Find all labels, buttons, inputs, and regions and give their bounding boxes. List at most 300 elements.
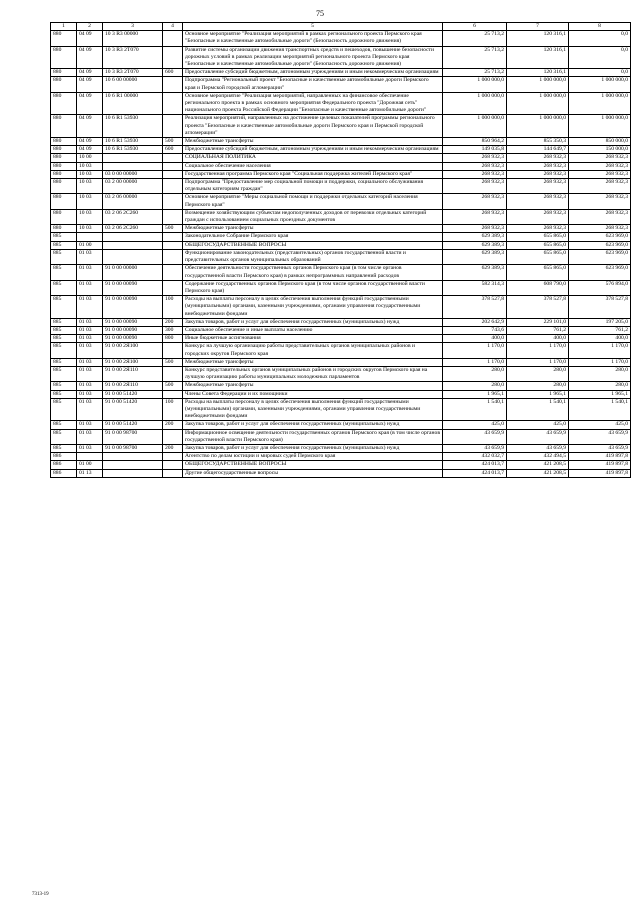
section-code-cell: 10 03	[77, 225, 103, 233]
amount-year-2-cell: 268 932,3	[507, 225, 569, 233]
amount-year-3-cell: 1 965,1	[569, 390, 631, 398]
description-cell: Закупка товаров, работ и услуг для обеспечения государственных (муниципальных) нужд	[183, 318, 443, 326]
target-article-code-cell: 91 0 00 00090	[103, 326, 163, 334]
amount-year-2-cell: 1 170,0	[507, 343, 569, 358]
amount-year-3-cell: 268 932,3	[569, 154, 631, 162]
expense-type-code-cell	[163, 390, 183, 398]
section-code-cell: 01 03	[77, 318, 103, 326]
section-code-cell: 01 03	[77, 444, 103, 452]
amount-year-2-cell: 120 316,1	[507, 31, 569, 46]
amount-year-1-cell: 25 713,2	[443, 31, 507, 46]
amount-year-1-cell: 25 713,2	[443, 69, 507, 77]
expense-type-code-cell	[163, 92, 183, 115]
expense-type-code-cell	[163, 46, 183, 69]
amount-year-3-cell: 0,0	[569, 69, 631, 77]
amount-year-1-cell: 629 389,3	[443, 241, 507, 249]
amount-year-3-cell: 1 170,0	[569, 343, 631, 358]
table-row	[51, 335, 631, 343]
column-header: 1	[51, 23, 77, 31]
description-cell: Возмещение хозяйствующим субъектам недополученных доходов от перевозки отдельных категорий граждан с использованием социальных проездных документов	[183, 209, 443, 224]
expense-type-code-cell: 100	[163, 398, 183, 421]
ministry-code-cell: 885	[51, 444, 77, 452]
amount-year-2-cell: 761,2	[507, 326, 569, 334]
amount-year-1-cell: 149 035,8	[443, 146, 507, 154]
table-row	[51, 115, 631, 138]
table-row	[51, 77, 631, 92]
table-row	[51, 138, 631, 146]
expense-type-code-cell	[163, 453, 183, 461]
description-cell: Подпрограмма "Предоставление мер социальной помощи и поддержки, социального обслуживания отдельным категориям граждан"	[183, 179, 443, 194]
section-code-cell: 01 03	[77, 265, 103, 280]
description-cell: Межбюджетные трансферты	[183, 358, 443, 366]
table-body	[51, 31, 631, 478]
description-cell: Функционирование законодательных (представительных) органов государственной власти и представительных органов муниципальных образований	[183, 249, 443, 264]
table-row	[51, 469, 631, 477]
description-cell: Социальное обеспечение населения	[183, 162, 443, 170]
amount-year-2-cell: 43 659,9	[507, 429, 569, 444]
amount-year-2-cell: 421 208,5	[507, 469, 569, 477]
amount-year-3-cell: 378 527,8	[569, 296, 631, 319]
amount-year-3-cell: 43 659,9	[569, 444, 631, 452]
table-row	[51, 265, 631, 280]
ministry-code-cell: 885	[51, 280, 77, 295]
target-article-code-cell: 91 0 00 2Я110	[103, 382, 163, 390]
section-code-cell: 01 13	[77, 469, 103, 477]
amount-year-2-cell: 268 932,3	[507, 209, 569, 224]
amount-year-3-cell: 400,0	[569, 335, 631, 343]
column-header: 8	[569, 23, 631, 31]
amount-year-1-cell: 378 527,8	[443, 296, 507, 319]
ministry-code-cell: 880	[51, 179, 77, 194]
amount-year-3-cell: 268 932,3	[569, 194, 631, 209]
target-article-code-cell	[103, 241, 163, 249]
ministry-code-cell: 880	[51, 225, 77, 233]
ministry-code-cell: 880	[51, 194, 77, 209]
amount-year-3-cell: 280,0	[569, 382, 631, 390]
expense-type-code-cell	[163, 343, 183, 358]
target-article-code-cell	[103, 154, 163, 162]
amount-year-1-cell: 280,0	[443, 366, 507, 381]
target-article-code-cell: 91 0 00 51420	[103, 398, 163, 421]
expense-type-code-cell	[163, 154, 183, 162]
section-code-cell: 04 09	[77, 92, 103, 115]
amount-year-2-cell: 120 316,1	[507, 69, 569, 77]
target-article-code-cell: 91 0 00 00090	[103, 335, 163, 343]
description-cell: Реализация мероприятий, направленных на достижение целевых показателей программы регионального проекта "Безопасные и качественные автомобильные дороги Пермского края и Пермской городской агломерации"	[183, 115, 443, 138]
amount-year-1-cell: 1 000 000,0	[443, 115, 507, 138]
section-code-cell: 04 09	[77, 146, 103, 154]
description-cell: Конкурс представительных органов муниципальных районов и городских округов Пермского края на лучшую организацию работы муниципальных молодежных парламентов	[183, 366, 443, 381]
section-code-cell: 04 09	[77, 69, 103, 77]
table-row	[51, 390, 631, 398]
target-article-code-cell: 10 3 R3 00000	[103, 31, 163, 46]
amount-year-3-cell: 0,0	[569, 31, 631, 46]
section-code-cell: 10 03	[77, 179, 103, 194]
description-cell: Развитие системы организации движения транспортных средств и пешеходов, повышение безопасности дорожных условий в рамках реализации мероприятий регионального проекта Пермского края "Безопасные и качественные автомобильные дороги" (Безопасность дорожного движения)	[183, 46, 443, 69]
amount-year-3-cell: 761,2	[569, 326, 631, 334]
table-row	[51, 326, 631, 334]
section-code-cell: 01 03	[77, 366, 103, 381]
column-header: 7	[507, 23, 569, 31]
ministry-code-cell: 880	[51, 146, 77, 154]
description-cell: Иные бюджетные ассигнования	[183, 335, 443, 343]
column-header: 6	[443, 23, 507, 31]
section-code-cell	[77, 453, 103, 461]
ministry-code-cell: 880	[51, 31, 77, 46]
ministry-code-cell: 885	[51, 398, 77, 421]
table-row	[51, 154, 631, 162]
table-row	[51, 398, 631, 421]
section-code-cell: 04 09	[77, 77, 103, 92]
target-article-code-cell: 91 0 00 00000	[103, 265, 163, 280]
table-row	[51, 382, 631, 390]
description-cell: Межбюджетные трансферты	[183, 225, 443, 233]
amount-year-3-cell: 268 932,3	[569, 162, 631, 170]
amount-year-3-cell: 623 969,0	[569, 233, 631, 241]
table-row	[51, 146, 631, 154]
description-cell: Государственная программа Пермского края "Социальная поддержка жителей Пермского края"	[183, 170, 443, 178]
expense-type-code-cell: 600	[163, 146, 183, 154]
table-row	[51, 358, 631, 366]
amount-year-3-cell: 425,0	[569, 421, 631, 429]
expense-type-code-cell	[163, 469, 183, 477]
amount-year-1-cell: 1 170,0	[443, 358, 507, 366]
section-code-cell: 01 03	[77, 343, 103, 358]
ministry-code-cell: 886	[51, 453, 77, 461]
target-article-code-cell: 91 0 00 2Я110	[103, 366, 163, 381]
expense-type-code-cell	[163, 280, 183, 295]
target-article-code-cell: 91 0 00 00090	[103, 280, 163, 295]
amount-year-1-cell: 582 314,3	[443, 280, 507, 295]
table-row	[51, 194, 631, 209]
expense-type-code-cell: 500	[163, 382, 183, 390]
target-article-code-cell: 10 6 R1 53930	[103, 138, 163, 146]
ministry-code-cell: 885	[51, 241, 77, 249]
expense-type-code-cell: 500	[163, 225, 183, 233]
description-cell: Расходы на выплаты персоналу в целях обеспечения выполнения функций государственными (муниципальными) органами, казенными учреждениями, органами управления государственными внебюджетными фондами	[183, 296, 443, 319]
table-row	[51, 170, 631, 178]
target-article-code-cell: 91 0 00 00090	[103, 318, 163, 326]
ministry-code-cell: 885	[51, 249, 77, 264]
table-row	[51, 69, 631, 77]
section-code-cell: 01 03	[77, 382, 103, 390]
table-row	[51, 444, 631, 452]
amount-year-2-cell: 120 316,1	[507, 46, 569, 69]
table-row	[51, 249, 631, 264]
section-code-cell: 01 00	[77, 241, 103, 249]
amount-year-2-cell: 43 659,9	[507, 444, 569, 452]
ministry-code-cell: 880	[51, 209, 77, 224]
ministry-code-cell: 880	[51, 92, 77, 115]
description-cell: Закупка товаров, работ и услуг для обеспечения государственных (муниципальных) нужд	[183, 444, 443, 452]
ministry-code-cell: 886	[51, 461, 77, 469]
target-article-code-cell: 03 2 06 00000	[103, 194, 163, 209]
target-article-code-cell	[103, 469, 163, 477]
amount-year-2-cell: 655 865,0	[507, 241, 569, 249]
target-article-code-cell: 10 3 R3 2Т070	[103, 46, 163, 69]
table-row	[51, 453, 631, 461]
table-row	[51, 296, 631, 319]
description-cell: Основное мероприятие "Реализация мероприятий, направленных на финансовое обеспечение регионального проекта в рамках основного мероприятия Федерального проекта "Дорожная сеть" национального проекта Российской Федерации "Безопасные и качественные автомобильные дороги"	[183, 92, 443, 115]
description-cell: Предоставление субсидий бюджетным, автономным учреждениям и иным некоммерческим организациям	[183, 69, 443, 77]
amount-year-1-cell: 25 713,2	[443, 46, 507, 69]
amount-year-2-cell: 268 932,3	[507, 179, 569, 194]
ministry-code-cell: 880	[51, 69, 77, 77]
expense-type-code-cell	[163, 429, 183, 444]
amount-year-3-cell: 1 000 000,0	[569, 92, 631, 115]
target-article-code-cell: 91 0 00 2Я100	[103, 358, 163, 366]
amount-year-1-cell: 425,0	[443, 421, 507, 429]
amount-year-1-cell: 268 932,3	[443, 209, 507, 224]
amount-year-2-cell: 268 932,3	[507, 170, 569, 178]
table-row	[51, 162, 631, 170]
column-header: 3	[103, 23, 163, 31]
target-article-code-cell: 10 3 R3 2Т070	[103, 69, 163, 77]
amount-year-3-cell: 419 897,8	[569, 453, 631, 461]
amount-year-3-cell: 268 932,3	[569, 209, 631, 224]
ministry-code-cell: 885	[51, 343, 77, 358]
description-cell: ОБЩЕГОСУДАРСТВЕННЫЕ ВОПРОСЫ	[183, 241, 443, 249]
amount-year-3-cell: 197 205,0	[569, 318, 631, 326]
ministry-code-cell: 885	[51, 233, 77, 241]
description-cell: Другие общегосударственные вопросы	[183, 469, 443, 477]
amount-year-2-cell: 432 494,5	[507, 453, 569, 461]
amount-year-2-cell: 1 000 000,0	[507, 115, 569, 138]
ministry-code-cell: 885	[51, 366, 77, 381]
amount-year-3-cell: 419 897,8	[569, 461, 631, 469]
ministry-code-cell: 885	[51, 358, 77, 366]
description-cell: Закупка товаров, работ и услуг для обеспечения государственных (муниципальных) нужд	[183, 421, 443, 429]
amount-year-3-cell: 268 932,3	[569, 179, 631, 194]
amount-year-1-cell: 268 932,3	[443, 154, 507, 162]
ministry-code-cell: 885	[51, 318, 77, 326]
section-code-cell: 01 03	[77, 326, 103, 334]
ministry-code-cell: 886	[51, 469, 77, 477]
expense-type-code-cell	[163, 77, 183, 92]
ministry-code-cell: 880	[51, 46, 77, 69]
description-cell: СОЦИАЛЬНАЯ ПОЛИТИКА	[183, 154, 443, 162]
ministry-code-cell: 885	[51, 296, 77, 319]
table-row	[51, 225, 631, 233]
description-cell: Содержание государственных органов Пермского края (в том числе органов государственной власти Пермского края)	[183, 280, 443, 295]
expense-type-code-cell	[163, 461, 183, 469]
amount-year-2-cell: 400,0	[507, 335, 569, 343]
expense-type-code-cell: 200	[163, 421, 183, 429]
target-article-code-cell: 91 0 00 51420	[103, 421, 163, 429]
amount-year-2-cell: 425,0	[507, 421, 569, 429]
amount-year-2-cell: 655 865,0	[507, 265, 569, 280]
expense-type-code-cell	[163, 241, 183, 249]
expense-type-code-cell: 100	[163, 296, 183, 319]
amount-year-2-cell: 268 932,3	[507, 154, 569, 162]
description-cell: Основное мероприятие "Меры социальной помощи и поддержки отдельных категорий населения Пермского края"	[183, 194, 443, 209]
column-header: 5	[183, 23, 443, 31]
section-code-cell: 04 09	[77, 138, 103, 146]
target-article-code-cell: 10 6 R1 53930	[103, 115, 163, 138]
table-row	[51, 179, 631, 194]
section-code-cell: 04 09	[77, 115, 103, 138]
description-cell: Основное мероприятие "Реализация мероприятий в рамках регионального проекта Пермского края "Безопасные и качественные автомобильные дороги" (Безопасность дорожного движения)	[183, 31, 443, 46]
amount-year-1-cell: 1 000 000,0	[443, 77, 507, 92]
amount-year-2-cell: 268 932,3	[507, 194, 569, 209]
ministry-code-cell: 885	[51, 335, 77, 343]
ministry-code-cell: 880	[51, 162, 77, 170]
ministry-code-cell: 885	[51, 265, 77, 280]
section-code-cell: 01 03	[77, 249, 103, 264]
target-article-code-cell: 03 2 06 2С260	[103, 225, 163, 233]
target-article-code-cell: 91 0 00 51420	[103, 390, 163, 398]
ministry-code-cell: 885	[51, 429, 77, 444]
amount-year-1-cell: 432 032,7	[443, 453, 507, 461]
amount-year-3-cell: 623 969,0	[569, 241, 631, 249]
section-code-cell: 01 03	[77, 398, 103, 421]
section-code-cell: 01 03	[77, 358, 103, 366]
amount-year-2-cell: 608 790,0	[507, 280, 569, 295]
expense-type-code-cell	[163, 249, 183, 264]
table-row	[51, 233, 631, 241]
expense-type-code-cell	[163, 31, 183, 46]
table-row	[51, 461, 631, 469]
section-code-cell: 01 03	[77, 429, 103, 444]
section-code-cell: 10 03	[77, 209, 103, 224]
section-code-cell: 04 09	[77, 31, 103, 46]
amount-year-1-cell: 1 965,1	[443, 390, 507, 398]
expense-type-code-cell	[163, 366, 183, 381]
section-code-cell: 04 09	[77, 46, 103, 69]
expense-type-code-cell: 300	[163, 326, 183, 334]
description-cell: Подпрограмма "Региональный проект "Безопасные и качественные автомобильные дороги Пермского края и Пермской городской агломерации"	[183, 77, 443, 92]
section-code-cell: 10 00	[77, 154, 103, 162]
expense-type-code-cell: 500	[163, 358, 183, 366]
expense-type-code-cell	[163, 233, 183, 241]
expense-type-code-cell	[163, 115, 183, 138]
section-code-cell: 10 03	[77, 170, 103, 178]
table-row	[51, 343, 631, 358]
budget-table	[50, 22, 631, 478]
table-row	[51, 241, 631, 249]
description-cell: Расходы на выплаты персоналу в целях обеспечения выполнения функций государственными (муниципальными) органами, казенными учреждениями, органами управления государственными внебюджетными фондами	[183, 398, 443, 421]
ministry-code-cell: 880	[51, 138, 77, 146]
amount-year-2-cell: 280,0	[507, 382, 569, 390]
amount-year-3-cell: 623 969,0	[569, 265, 631, 280]
target-article-code-cell: 91 0 00 2Я100	[103, 343, 163, 358]
amount-year-2-cell: 1 540,1	[507, 398, 569, 421]
footer-code: 7313-19	[32, 892, 49, 897]
amount-year-2-cell: 655 865,0	[507, 249, 569, 264]
amount-year-1-cell: 268 932,3	[443, 162, 507, 170]
amount-year-3-cell: 1 540,1	[569, 398, 631, 421]
description-cell: Информационное освещение деятельности государственных органов Пермского края (в том числе органов государственной власти Пермского края)	[183, 429, 443, 444]
amount-year-3-cell: 419 897,8	[569, 469, 631, 477]
section-code-cell: 01 03	[77, 280, 103, 295]
target-article-code-cell: 91 0 00 00090	[103, 296, 163, 319]
amount-year-2-cell: 144 649,7	[507, 146, 569, 154]
expense-type-code-cell: 500	[163, 138, 183, 146]
target-article-code-cell: 03 2 00 00000	[103, 179, 163, 194]
description-cell: Законодательное Собрание Пермского края	[183, 233, 443, 241]
section-code-cell: 01 03	[77, 296, 103, 319]
amount-year-2-cell: 1 000 000,0	[507, 92, 569, 115]
amount-year-2-cell: 378 527,8	[507, 296, 569, 319]
target-article-code-cell	[103, 461, 163, 469]
description-cell: Межбюджетные трансферты	[183, 382, 443, 390]
ministry-code-cell: 885	[51, 421, 77, 429]
amount-year-1-cell: 43 659,9	[443, 444, 507, 452]
target-article-code-cell: 10 6 R1 53930	[103, 146, 163, 154]
table-row	[51, 318, 631, 326]
amount-year-2-cell: 1 000 000,0	[507, 77, 569, 92]
description-cell: Члены Совета Федерации и их помощники	[183, 390, 443, 398]
expense-type-code-cell: 600	[163, 69, 183, 77]
page-number: 75	[316, 9, 324, 18]
section-code-cell: 01 03	[77, 335, 103, 343]
amount-year-3-cell: 1 000 000,0	[569, 77, 631, 92]
section-code-cell: 01 00	[77, 461, 103, 469]
description-cell: Предоставление субсидий бюджетным, автономным учреждениям и иным некоммерческим организациям	[183, 146, 443, 154]
description-cell: Межбюджетные трансферты	[183, 138, 443, 146]
expense-type-code-cell	[163, 265, 183, 280]
amount-year-1-cell: 850 964,2	[443, 138, 507, 146]
amount-year-3-cell: 0,0	[569, 46, 631, 69]
section-code-cell: 01 03	[77, 421, 103, 429]
expense-type-code-cell	[163, 179, 183, 194]
table-row	[51, 429, 631, 444]
table-row	[51, 92, 631, 115]
target-article-code-cell: 10 6 R1 00000	[103, 92, 163, 115]
target-article-code-cell: 10 6 00 00000	[103, 77, 163, 92]
ministry-code-cell: 880	[51, 115, 77, 138]
target-article-code-cell	[103, 453, 163, 461]
amount-year-1-cell: 268 932,3	[443, 179, 507, 194]
amount-year-1-cell: 202 642,9	[443, 318, 507, 326]
ministry-code-cell: 880	[51, 77, 77, 92]
expense-type-code-cell	[163, 209, 183, 224]
column-header: 4	[163, 23, 183, 31]
amount-year-1-cell: 268 932,3	[443, 170, 507, 178]
target-article-code-cell: 91 0 00 98700	[103, 429, 163, 444]
description-cell: ОБЩЕГОСУДАРСТВЕННЫЕ ВОПРОСЫ	[183, 461, 443, 469]
description-cell: Конкурс на лучшую организацию работы представительных органов муниципальных районов и городских округов Пермского края	[183, 343, 443, 358]
amount-year-1-cell: 629 389,3	[443, 233, 507, 241]
amount-year-2-cell: 229 101,0	[507, 318, 569, 326]
amount-year-1-cell: 629 389,3	[443, 265, 507, 280]
table-row	[51, 421, 631, 429]
amount-year-1-cell: 400,0	[443, 335, 507, 343]
table-row	[51, 366, 631, 381]
amount-year-1-cell: 1 540,1	[443, 398, 507, 421]
amount-year-1-cell: 268 932,3	[443, 225, 507, 233]
expense-type-code-cell: 200	[163, 444, 183, 452]
target-article-code-cell	[103, 249, 163, 264]
ministry-code-cell: 880	[51, 154, 77, 162]
table-header-row	[51, 23, 631, 31]
ministry-code-cell: 885	[51, 326, 77, 334]
amount-year-3-cell: 623 969,0	[569, 249, 631, 264]
amount-year-3-cell: 268 932,3	[569, 225, 631, 233]
target-article-code-cell: 91 0 00 98700	[103, 444, 163, 452]
amount-year-3-cell: 43 659,9	[569, 429, 631, 444]
target-article-code-cell: 03 0 00 00000	[103, 170, 163, 178]
amount-year-2-cell: 655 865,0	[507, 233, 569, 241]
table-row	[51, 280, 631, 295]
amount-year-2-cell: 855 350,3	[507, 138, 569, 146]
section-code-cell: 01 03	[77, 390, 103, 398]
amount-year-3-cell: 1 000 000,0	[569, 115, 631, 138]
table-row	[51, 31, 631, 46]
expense-type-code-cell	[163, 194, 183, 209]
section-code-cell	[77, 233, 103, 241]
amount-year-1-cell: 1 170,0	[443, 343, 507, 358]
